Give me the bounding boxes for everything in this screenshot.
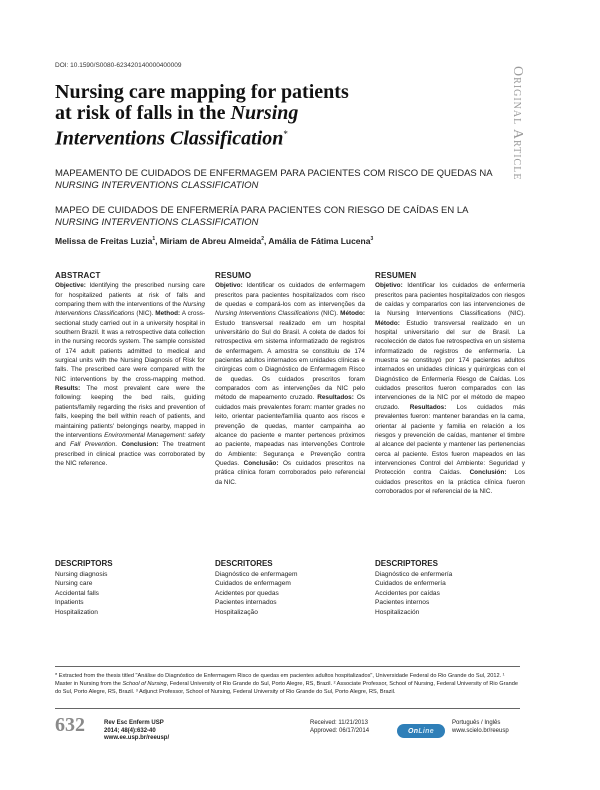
- descriptor-item: Hospitalización: [375, 608, 420, 616]
- descriptor-item: Cuidados de enfermería: [375, 580, 446, 588]
- resumen-column: [375, 271, 525, 496]
- descriptors-en-heading: DESCRIPTORS: [55, 559, 113, 568]
- descriptors-es-heading: DESCRIPTORES: [375, 559, 438, 568]
- approved-date: Approved: 06/17/2014: [310, 727, 370, 734]
- descriptor-item: Pacientes internos: [375, 599, 430, 607]
- descriptor-item: Hospitalização: [215, 608, 258, 616]
- title-pt-main: MAPEAMENTO DE CUIDADOS DE ENFERMAGEM PARA PACIENTES COM RISCO DE QUEDAS NA: [55, 168, 493, 179]
- descriptor-item: Accidental falls: [55, 589, 99, 597]
- descriptor-item: Diagnóstico de enfermagem: [215, 570, 298, 578]
- article-type-label: Original Article: [510, 66, 525, 181]
- journal-url[interactable]: www.ee.usp.br/reeusp/: [104, 735, 170, 741]
- language-info: [452, 720, 509, 735]
- author-2-sup: 2: [261, 236, 265, 243]
- author-3-sup: 3: [370, 236, 374, 243]
- title-line-2-italic: Nursing: [230, 102, 299, 124]
- resumen-body: Objetivo: Identificar los cuidados de enfermería prescritos para pacientes hospitalizados con riesgos de caídas y compararlos con las intervenciones de la Nursing Interventions Classifications (NIC). Método: Estudio transversal realizado en un hospital universitario del sur de Brasil. La recolección de datos fue retrospectiva en un sistema informatizado de registros de enfermería. La muestra se constituyó por 174 pacientes adultos internados en unidades clínicas y quirúrgicas con el Diagnóstico de Enfermería Riesgo de Caídas. Los cuidados prescritos fueron comparados con las intervenciones de la NIC por el método de mapeo cruzado. Resultados: Los cuidados más prevalentes fueron: mantener barandas en la cama, orientar al paciente y familia en relación a los riesgos y prevención de caídas, mantener el timbre al alcance del paciente y mantener las pertenencias cerca al paciente. Estos fueron mapeados en las intervenciones Control del Ambiente: Seguridad y Protección contra Caídas. Conclusión: Los cuidados prescritos en la práctica clínica fueron corroborados por el referencial de la NIC.: [375, 282, 525, 495]
- descriptors-en: [55, 559, 205, 618]
- footnote-divider: [55, 666, 520, 667]
- author-1-sup: 1: [152, 236, 156, 243]
- submission-dates: [310, 720, 369, 735]
- descriptors-pt-heading: DESCRITORES: [215, 559, 273, 568]
- title-es-italic: NURSING INTERVENTIONS CLASSIFICATION: [55, 217, 259, 228]
- doi: DOI: 10.1590/S0080-623420140000400009: [55, 62, 182, 69]
- descriptor-item: Nursing diagnosis: [55, 570, 108, 578]
- article-title: [55, 82, 485, 150]
- title-footnote-mark: *: [283, 129, 288, 139]
- author-3: , Amália de Fátima Lucena: [264, 236, 371, 246]
- resumo-heading: RESUMO: [215, 271, 252, 280]
- descriptors-es: [375, 559, 525, 618]
- abstract-heading: ABSTRACT: [55, 271, 101, 280]
- descriptor-item: Acidentes por quedas: [215, 589, 279, 597]
- received-date: Received: 11/21/2013: [310, 720, 368, 726]
- page-number: 632: [55, 714, 85, 736]
- descriptor-item: Pacientes internados: [215, 599, 277, 607]
- title-line-3-italic: Interventions Classification: [55, 127, 284, 150]
- descriptor-item: Diagnóstico de enfermería: [375, 570, 453, 578]
- title-es-main: MAPEO DE CUIDADOS DE ENFERMERÍA PARA PACIENTES CON RIESGO DE CAÍDAS EN LA: [55, 205, 468, 216]
- footer-divider: [55, 708, 520, 709]
- title-portuguese: [55, 168, 505, 192]
- journal-name: Rev Esc Enferm USP: [104, 720, 164, 726]
- journal-info: [104, 720, 169, 743]
- author-2: , Miriam de Abreu Almeida: [155, 236, 262, 246]
- scielo-url[interactable]: www.scielo.br/reeusp: [452, 727, 509, 734]
- online-logo: On Line: [397, 724, 445, 738]
- title-pt-italic: NURSING INTERVENTIONS CLASSIFICATION: [55, 180, 259, 191]
- author-1: Melissa de Freitas Luzia: [55, 236, 153, 246]
- abstract-column: [55, 271, 205, 468]
- descriptor-item: Inpatients: [55, 599, 84, 607]
- resumo-body: Objetivo: Identificar os cuidados de enfermagem prescritos para pacientes hospitalizados com risco de quedas e compará-los com as intervenções da Nursing Interventions Classifications (NIC). Método: Estudo transversal realizado em um hospital universitário do Sul do Brasil. A coleta de dados foi retrospectiva em sistema informatizado de registros de enfermagem. A amostra se constituiu de 174 pacientes adultos internados em unidades clínicas e cirúrgicas com o Diagnóstico de Enfermagem Risco de quedas. Os cuidados prescritos foram comparados com as intervenções da NIC pelo método de mapeamento cruzado. Resultados: Os cuidados mais prevalentes foram: manter grades no leito, orientar paciente/família quanto aos riscos e prevenção de quedas, manter campainha ao alcance do paciente e manter pertences próximos ao paciente, mapeadas nas intervenções Controle do Ambiente: Segurança e Prevenção contra Quedas. Conclusão: Os cuidados prescritos na prática clínica foram corroborados pelo referencial da NIC.: [215, 282, 365, 486]
- descriptor-item: Hospitalization: [55, 608, 98, 616]
- descriptors-pt: [215, 559, 365, 618]
- title-spanish: [55, 205, 505, 229]
- resumo-column: [215, 271, 365, 487]
- language-label: Português / Inglês: [452, 720, 501, 726]
- descriptor-item: Nursing care: [55, 580, 93, 588]
- title-line-1: Nursing care mapping for patients: [55, 81, 349, 103]
- journal-issue: 2014; 48(4):632-40: [104, 727, 156, 734]
- abstract-body: Objective: Identifying the prescribed nursing care for hospitalized patients at risk of falls and comparing them with the interventions of the Nursing Interventions Classifications (NIC). Method: A cross-sectional study carried out in a university hospital in southern Brazil. It was a retrospective data collection in the nursing records system. The sample consisted of 174 adult patients admitted to medical and surgical units with the Nursing Diagnosis of Risk for falls. The prescribed care were compared with the NIC interventions by the cross-mapping method. Results: The most prevalent care were the following: keeping the bed rails, guiding patients/family regarding the risks and prevention of falls, keeping the bell within reach of patients, and maintaining patients' belongings nearby, mapped in the interventions Environmental Management: safety and Fall Prevention. Conclusion: The treatment prescribed in clinical practice was corroborated by the NIC reference.: [55, 282, 206, 467]
- descriptor-item: Accidentes por caídas: [375, 589, 440, 597]
- descriptor-item: Cuidados de enfermagem: [215, 580, 291, 588]
- footnote: * Extracted from the thesis titled "Análise do Diagnóstico de Enfermagem Risco de quedas em pacientes adultos hospitalizados", Universidade Federal do Rio Grande do Sul, 2012. ¹ Master in Nursing from the School of Nursing, Federal University of Rio Grande do Sul, Porto Alegre, RS, Brazil. ² Associate Professor, School of Nursing, Federal University of Rio Grande do Sul, Porto Alegre, RS, Brazil. ³ Adjunct Professor, School of Nursing, Federal University of Rio Grande do Sul, Porto Alegre, RS, Brazil.: [55, 673, 518, 696]
- resumen-heading: RESUMEN: [375, 271, 417, 280]
- authors: [55, 236, 505, 246]
- title-line-2: at risk of falls in the: [55, 102, 231, 124]
